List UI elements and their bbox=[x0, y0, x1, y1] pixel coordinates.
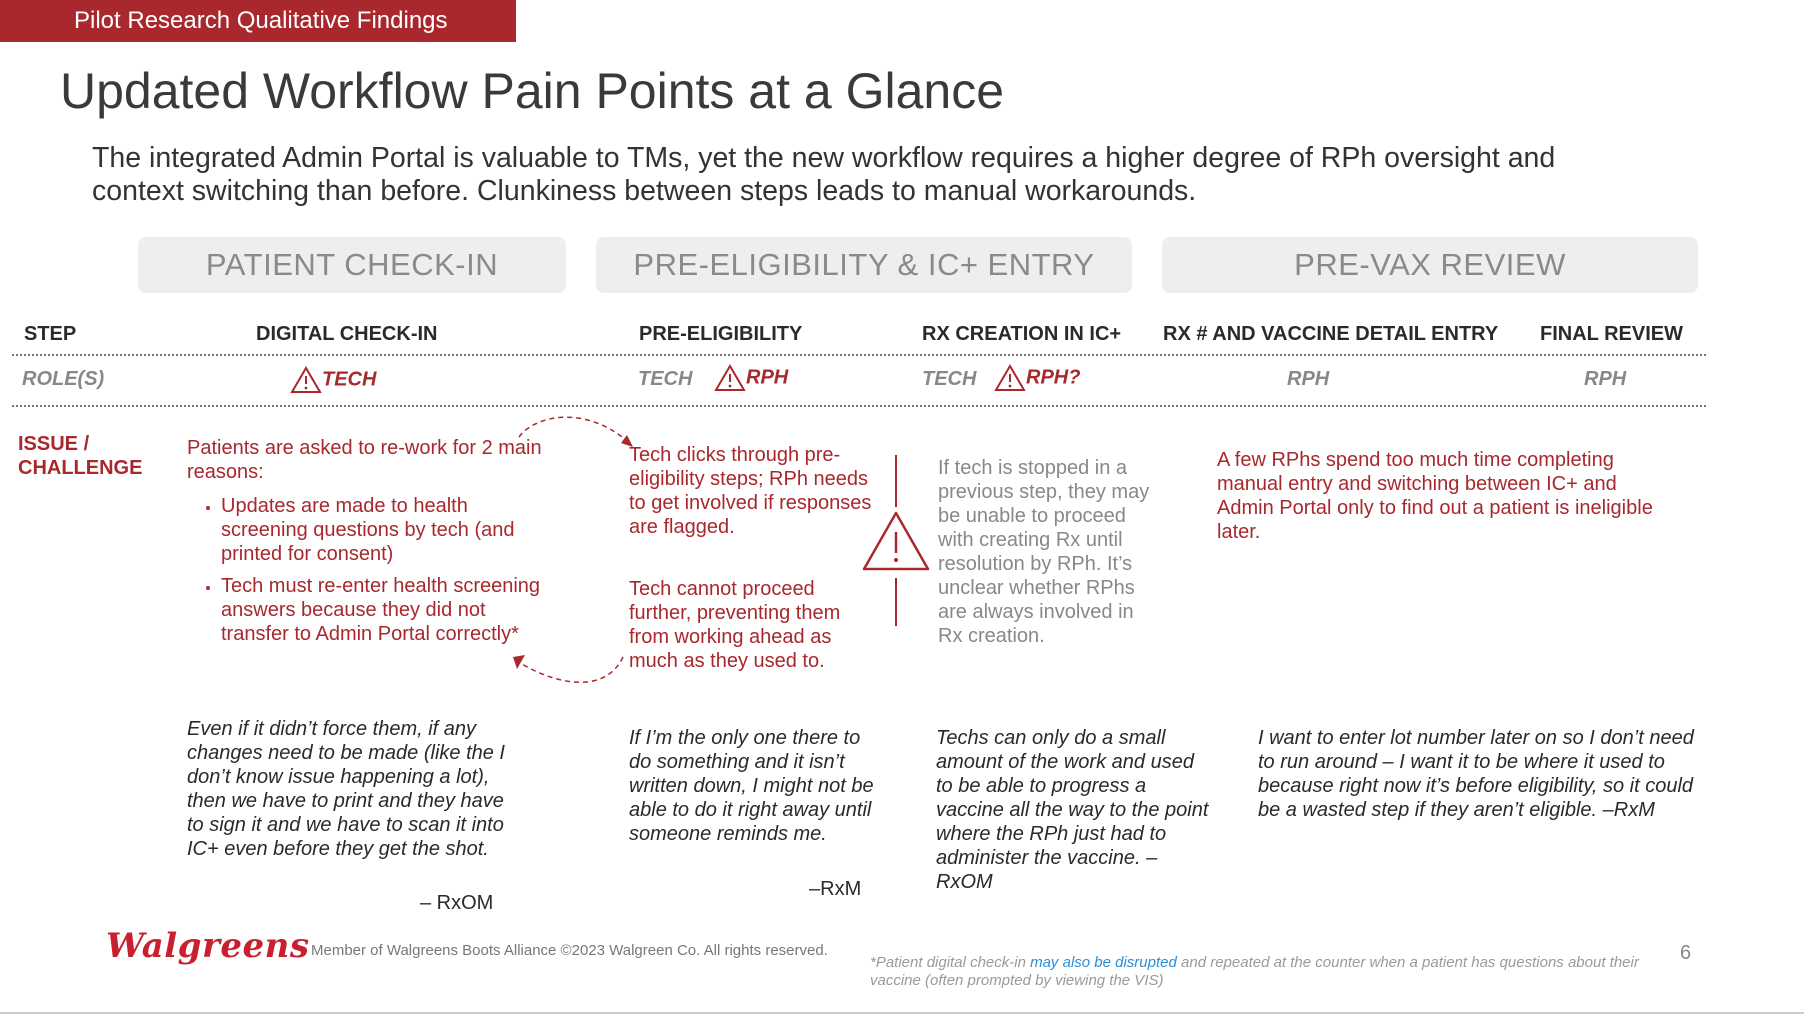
divider bbox=[895, 455, 897, 507]
role-preelig-tech: TECH bbox=[638, 368, 693, 390]
role-rph-question-label: RPH? bbox=[1026, 366, 1081, 389]
role-rx-tech: TECH bbox=[922, 368, 977, 390]
role-entry: RPH bbox=[1287, 368, 1330, 390]
page-title: Updated Workflow Pain Points at a Glance bbox=[60, 63, 1005, 119]
issue-preelig-1: Tech clicks through pre-eligibility steps; RPh needs to get involved if responses are flagged. bbox=[629, 444, 872, 538]
copyright: Member of Walgreens Boots Alliance ©2023 Walgreen Co. All rights reserved. bbox=[311, 942, 828, 959]
issue-preelig-2: Tech cannot proceed further, preventing them from working ahead as much as they used to. bbox=[629, 578, 841, 672]
quote-rx-creation: Techs can only do a small amount of the work and used to be able to progress a vaccine all the way to the point where the RPh just had to administer the vaccine. – RxOM bbox=[936, 727, 1209, 893]
row-label-roles: ROLE(S) bbox=[22, 368, 105, 390]
rework-loop-arrows bbox=[505, 405, 635, 695]
role-final: RPH bbox=[1584, 368, 1627, 390]
warning-icon bbox=[714, 364, 746, 392]
issue-checkin bbox=[187, 436, 547, 654]
quote-preelig-attribution: –RxM bbox=[809, 878, 862, 900]
role-rph-label: RPH bbox=[746, 366, 789, 389]
quote-checkin-attribution: – RxOM bbox=[420, 892, 494, 914]
footnote-text: and repeated at the counter when a patient has questions about their vaccine (often prompted by viewing the VIS) bbox=[870, 954, 1639, 989]
page-subtitle: The integrated Admin Portal is valuable to TMs, yet the new workflow requires a higher degree of RPh oversight and context switching than before. Clunkiness between steps leads to manual workarounds. bbox=[92, 142, 1556, 207]
quote-entry: I want to enter lot number later on so I don’t need to run around – I want it to be where it used to because right now it’s before eligibility, so it could be a wasted step if they aren’t eligible. –RxM bbox=[1258, 727, 1694, 821]
role-rx-rph bbox=[994, 364, 1080, 392]
section-banner: Pilot Research Qualitative Findings bbox=[0, 0, 516, 42]
list-item: • Tech must re-enter health screening answers because they did not transfer to Admin Portal correctly* bbox=[221, 574, 547, 646]
divider bbox=[895, 578, 897, 626]
divider bbox=[12, 354, 1706, 356]
list-item: • Updates are made to health screening questions by tech (and printed for consent) bbox=[221, 494, 547, 566]
issue-rx-creation: If tech is stopped in a previous step, they may be unable to proceed with creating Rx until resolution by RPh. It’s unclear whether RPhs are always involved in Rx creation. bbox=[938, 457, 1150, 647]
quote-checkin: Even if it didn’t force them, if any changes need to be made (like the I don’t know issue happening a lot), then we have to print and they have to sign it and we have to scan it into IC+ even before they get the shot. bbox=[187, 718, 505, 860]
step-rx-creation: RX CREATION IN IC+ bbox=[922, 323, 1122, 345]
phase-pre-eligibility: PRE-ELIGIBILITY & IC+ ENTRY bbox=[596, 237, 1132, 293]
issue-checkin-list bbox=[187, 494, 547, 646]
step-final-review: FINAL REVIEW bbox=[1540, 323, 1683, 345]
page-number: 6 bbox=[1680, 942, 1692, 964]
issue-checkin-intro: Patients are asked to re-work for 2 main reasons: bbox=[187, 437, 542, 483]
footnote-highlight: may also be disrupted bbox=[1030, 954, 1177, 971]
footnote bbox=[870, 954, 1650, 990]
warning-icon bbox=[290, 366, 322, 394]
step-digital-check-in: DIGITAL CHECK-IN bbox=[256, 323, 438, 345]
warning-icon bbox=[994, 364, 1026, 392]
row-label-step: STEP bbox=[24, 323, 77, 345]
role-checkin bbox=[290, 366, 376, 394]
step-rx-vaccine-entry: RX # AND VACCINE DETAIL ENTRY bbox=[1163, 323, 1499, 345]
phase-pre-vax-review: PRE-VAX REVIEW bbox=[1162, 237, 1698, 293]
phase-patient-check-in: PATIENT CHECK-IN bbox=[138, 237, 566, 293]
issue-entry: A few RPhs spend too much time completing manual entry and switching between IC+ and Admin Portal only to find out a patient is ineligible later. bbox=[1217, 449, 1653, 543]
row-label-issue: ISSUE / CHALLENGE bbox=[18, 433, 143, 479]
quote-preelig: If I’m the only one there to do something and it isn’t written down, I might not be able to do it right away until someone reminds me. bbox=[629, 727, 874, 845]
footnote-text: *Patient digital check-in bbox=[870, 954, 1031, 971]
role-preelig-rph bbox=[714, 364, 788, 392]
role-tech-label: TECH bbox=[322, 368, 377, 391]
divider bbox=[12, 405, 1706, 407]
warning-icon bbox=[861, 510, 931, 572]
walgreens-logo: Walgreens bbox=[106, 926, 310, 966]
step-pre-eligibility: PRE-ELIGIBILITY bbox=[639, 323, 803, 345]
